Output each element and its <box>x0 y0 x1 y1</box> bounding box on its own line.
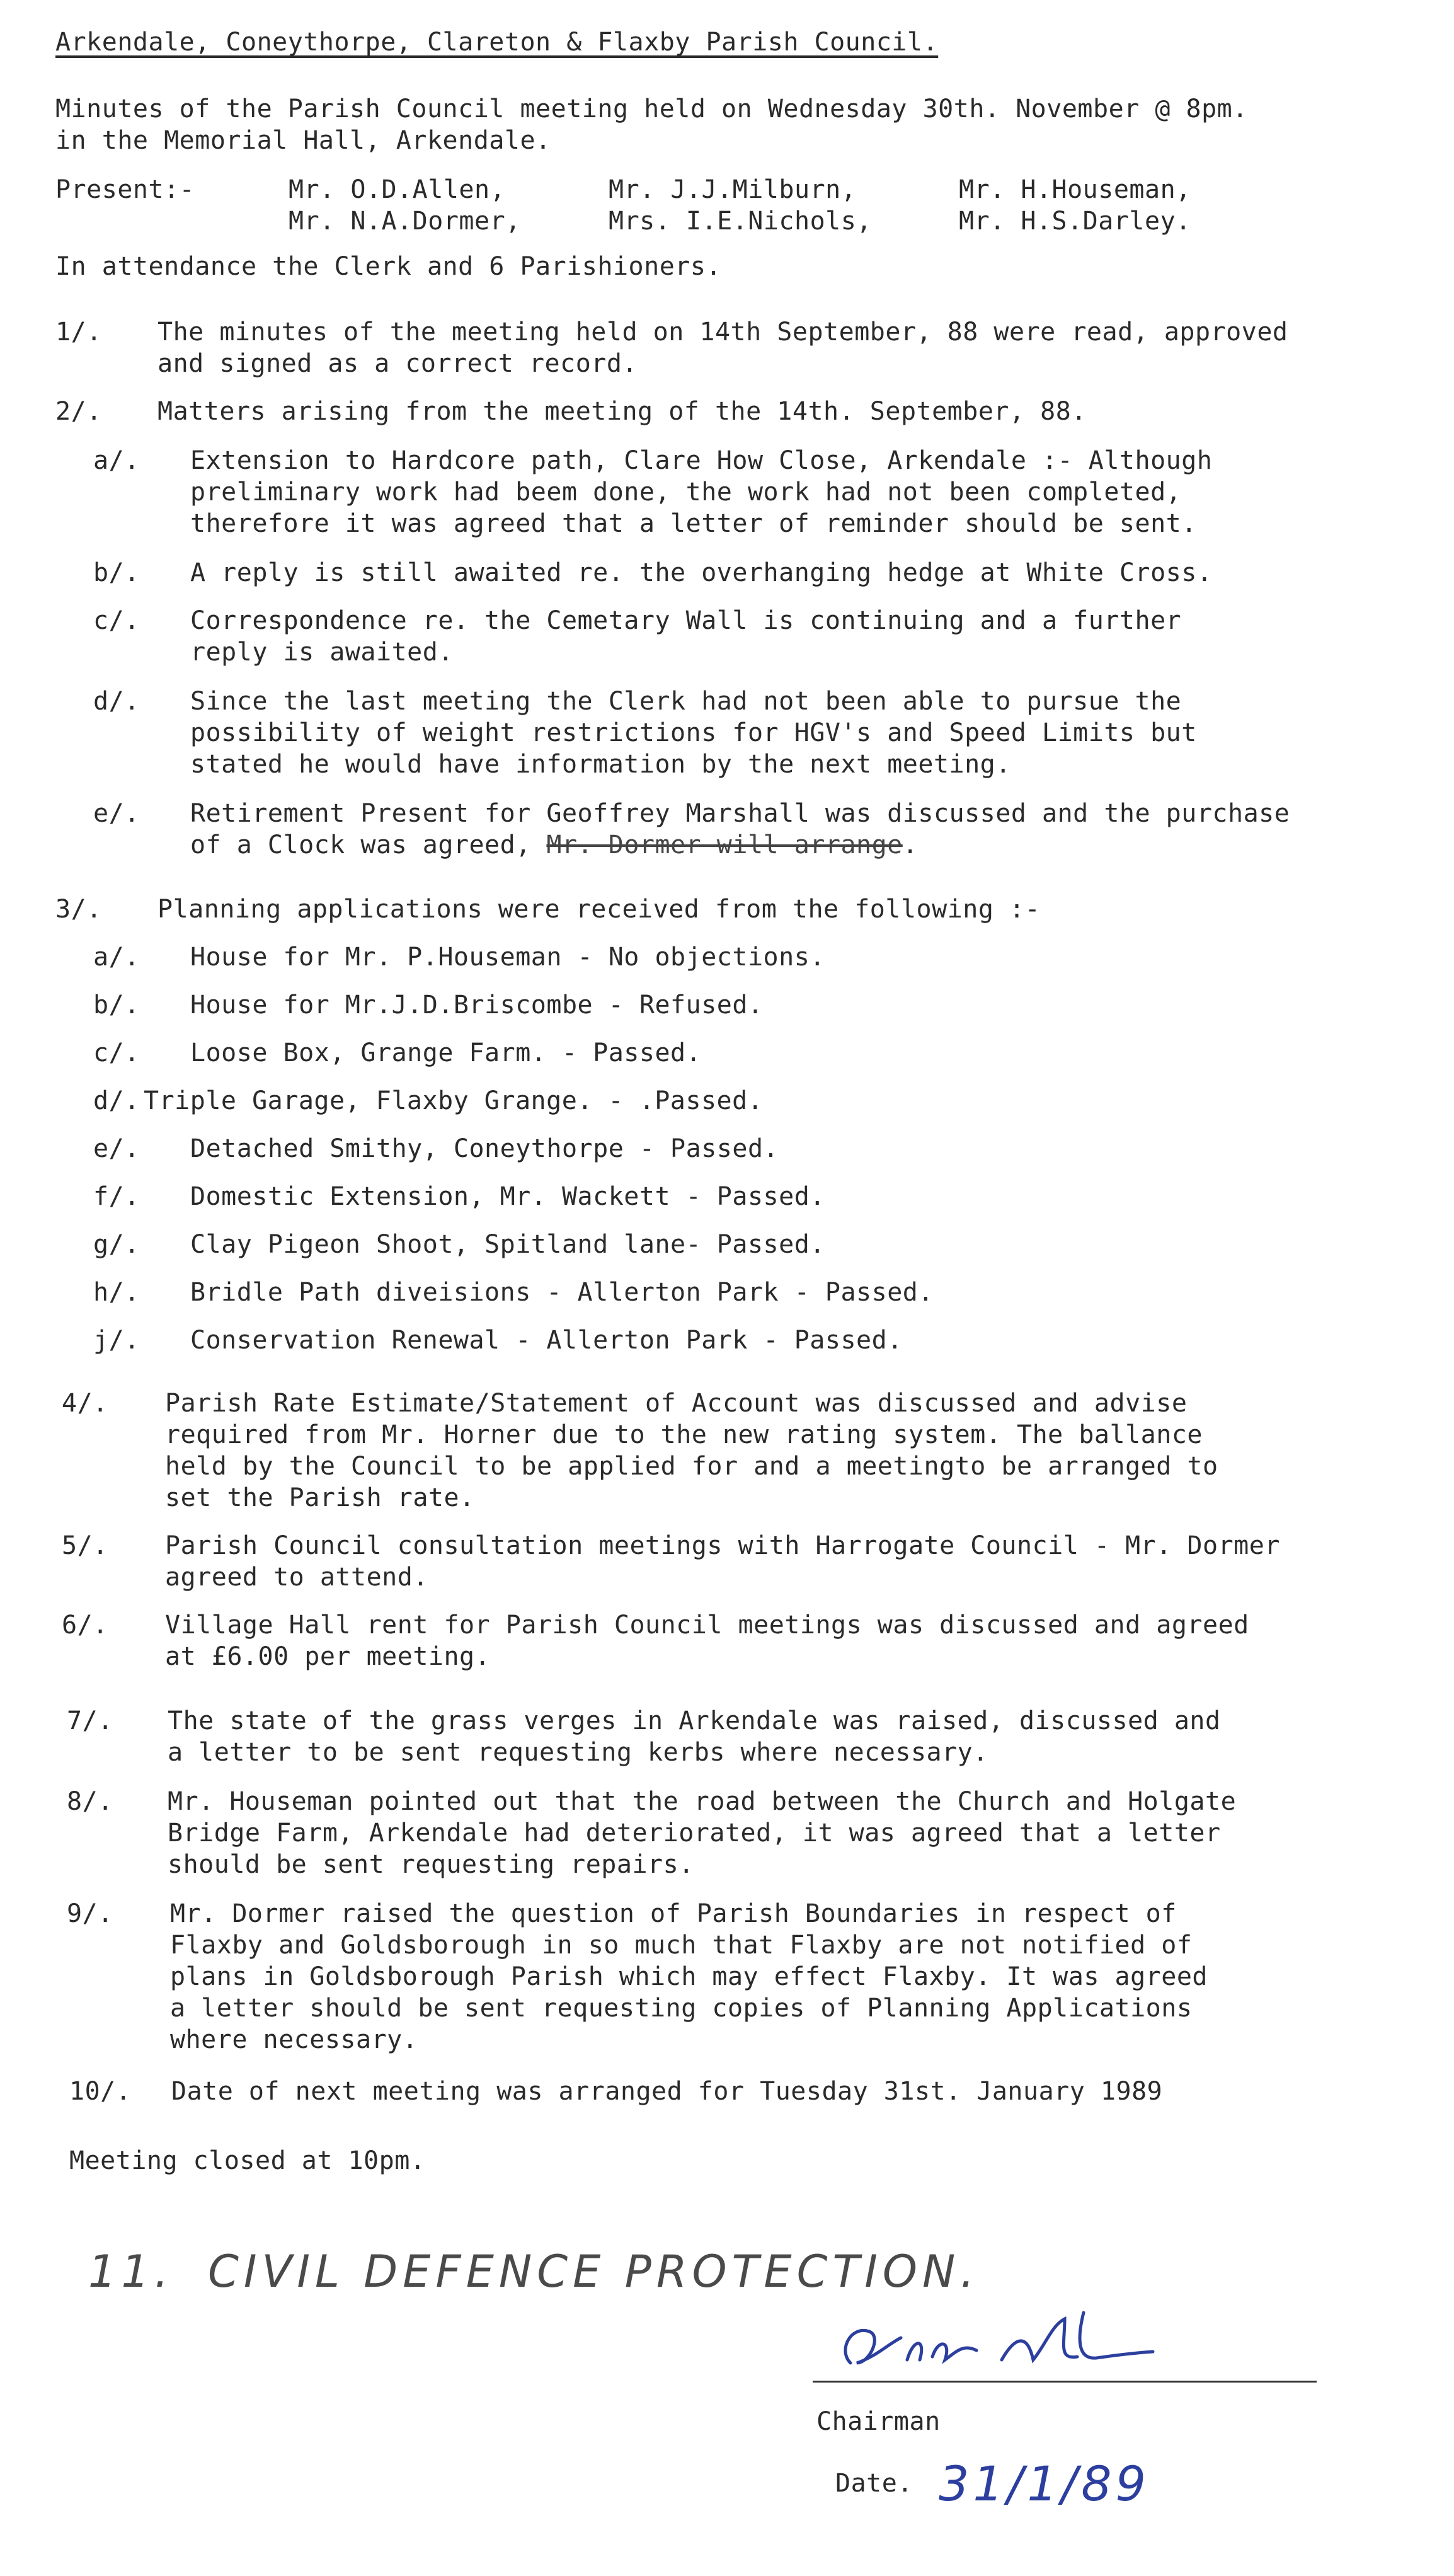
planning-application: Clay Pigeon Shoot, Spitland lane- Passed. <box>190 1230 825 1259</box>
attendance-line: In attendance the Clerk and 6 Parishioners. <box>55 252 722 281</box>
item-4-text: Parish Rate Estimate/Statement of Account was discussed and advise <box>165 1389 1188 1418</box>
item-2-text: Matters arising from the meeting of the 14th. September, 88. <box>157 397 1087 426</box>
struck-through-text: Mr. Dormer will arrange <box>546 831 903 860</box>
item-number: 5/. <box>62 1531 108 1560</box>
item-number: 6/. <box>62 1611 108 1640</box>
planning-letter: a/. <box>93 943 140 972</box>
chairman-signature <box>825 2300 1203 2382</box>
planning-letter: b/. <box>93 991 140 1020</box>
item-9-text: plans in Goldsborough Parish which may effect Flaxby. It was agreed <box>170 1962 1208 1991</box>
handwritten-item-text: CIVIL DEFENCE PROTECTION. <box>208 2246 980 2297</box>
item-9-text: where necessary. <box>170 2025 418 2054</box>
planning-letter: g/. <box>93 1230 140 1259</box>
planning-letter: j/. <box>93 1326 140 1355</box>
item-number: 9/. <box>67 1899 113 1928</box>
item-8-text: Bridge Farm, Arkendale had deteriorated, it was agreed that a letter <box>168 1819 1221 1848</box>
item-9-text: Mr. Dormer raised the question of Parish Boundaries in respect of <box>170 1899 1177 1928</box>
item-number: 2/. <box>55 397 102 426</box>
planning-letter: d/. <box>93 1086 140 1115</box>
item-7-text: The state of the grass verges in Arkendale was raised, discussed and <box>168 1706 1221 1735</box>
item-2d-text: Since the last meeting the Clerk had not been able to pursue the <box>190 687 1182 716</box>
planning-letter: e/. <box>93 1134 140 1163</box>
subitem-letter: c/. <box>93 606 140 635</box>
item-4-text: set the Parish rate. <box>165 1483 475 1512</box>
subitem-letter: e/. <box>93 799 140 828</box>
chairman-label: Chairman <box>816 2407 941 2436</box>
item-2d-text: stated he would have information by the next meeting. <box>190 750 1011 779</box>
item-4-text: held by the Council to be applied for and a meetingto be arranged to <box>165 1452 1218 1481</box>
planning-application: Domestic Extension, Mr. Wackett - Passed. <box>190 1182 825 1211</box>
intro-line-1: Minutes of the Parish Council meeting held on Wednesday 30th. November @ 8pm. <box>55 95 1248 124</box>
present-label: Present:- <box>55 175 195 204</box>
item-number: 1/. <box>55 318 102 347</box>
item-6-text: Village Hall rent for Parish Council meetings was discussed and agreed <box>165 1611 1249 1640</box>
item-2e-text <box>190 829 918 861</box>
subitem-letter: b/. <box>93 558 140 587</box>
present-name: Mr. H.Houseman, <box>959 175 1191 204</box>
item-2e-period: . <box>902 831 919 860</box>
planning-letter: f/. <box>93 1182 140 1211</box>
meeting-closed: Meeting closed at 10pm. <box>69 2146 426 2175</box>
signature-line <box>813 2381 1317 2383</box>
item-2e-text-part: of a Clock was agreed, <box>190 831 531 860</box>
item-8-text: Mr. Houseman pointed out that the road between the Church and Holgate <box>168 1787 1237 1816</box>
planning-letter: c/. <box>93 1038 140 1067</box>
item-2a-text: preliminary work had beem done, the work had not been completed, <box>190 478 1182 507</box>
item-8-text: should be sent requesting repairs. <box>168 1850 694 1879</box>
item-5-text: agreed to attend. <box>165 1563 428 1592</box>
item-2d-text: possibility of weight restrictions for HGV's and Speed Limits but <box>190 718 1197 747</box>
item-9-text: Flaxby and Goldsborough in so much that Flaxby are not notified of <box>170 1931 1193 1960</box>
planning-application: Loose Box, Grange Farm. - Passed. <box>190 1038 702 1067</box>
item-5-text: Parish Council consultation meetings with Harrogate Council - Mr. Dormer <box>165 1531 1280 1560</box>
item-2c-text: reply is awaited. <box>190 638 454 667</box>
item-number: 10/. <box>69 2077 132 2106</box>
present-name: Mr. J.J.Milburn, <box>609 175 857 204</box>
planning-letter: h/. <box>93 1278 140 1307</box>
council-title: Arkendale, Coneythorpe, Clareton & Flaxby Parish Council. <box>55 28 939 57</box>
subitem-letter: d/. <box>93 687 140 716</box>
subitem-letter: a/. <box>93 446 140 475</box>
item-1-text: The minutes of the meeting held on 14th September, 88 were read, approved <box>157 318 1288 347</box>
item-number: 3/. <box>55 895 102 924</box>
planning-application: Conservation Renewal - Allerton Park - Passed. <box>190 1326 903 1355</box>
planning-application: House for Mr.J.D.Briscombe - Refused. <box>190 991 764 1020</box>
item-9-text: a letter should be sent requesting copies of Planning Applications <box>170 1994 1193 2023</box>
handwritten-item-number: 11. <box>88 2246 174 2297</box>
planning-application: Bridle Path diveisions - Allerton Park - Passed. <box>190 1278 934 1307</box>
item-number: 7/. <box>67 1706 113 1735</box>
present-name: Mr. O.D.Allen, <box>289 175 506 204</box>
date-label: Date. <box>835 2469 913 2498</box>
item-4-text: required from Mr. Horner due to the new rating system. The ballance <box>165 1420 1203 1449</box>
item-1-text: and signed as a correct record. <box>157 349 638 378</box>
present-name: Mr. N.A.Dormer, <box>289 207 521 236</box>
item-number: 4/. <box>62 1389 108 1418</box>
present-name: Mr. H.S.Darley. <box>959 207 1191 236</box>
item-3-text: Planning applications were received from the following :- <box>157 895 1041 924</box>
present-name: Mrs. I.E.Nichols, <box>609 207 872 236</box>
intro-line-2: in the Memorial Hall, Arkendale. <box>55 126 551 155</box>
handwritten-date: 31/1/89 <box>939 2456 1150 2512</box>
item-2c-text: Correspondence re. the Cemetary Wall is continuing and a further <box>190 606 1182 635</box>
item-number: 8/. <box>67 1787 113 1816</box>
item-2b-text: A reply is still awaited re. the overhanging hedge at White Cross. <box>190 558 1213 587</box>
item-2e-text: Retirement Present for Geoffrey Marshall was discussed and the purchase <box>190 799 1290 828</box>
item-6-text: at £6.00 per meeting. <box>165 1642 491 1671</box>
planning-application: Detached Smithy, Coneythorpe - Passed. <box>190 1134 779 1163</box>
item-10-text: Date of next meeting was arranged for Tuesday 31st. January 1989 <box>171 2077 1163 2106</box>
item-2a-text: therefore it was agreed that a letter of reminder should be sent. <box>190 509 1197 538</box>
item-2a-text: Extension to Hardcore path, Clare How Close, Arkendale :- Although <box>190 446 1213 475</box>
planning-application: House for Mr. P.Houseman - No objections. <box>190 943 825 972</box>
planning-application: Triple Garage, Flaxby Grange. - .Passed. <box>144 1086 764 1115</box>
item-7-text: a letter to be sent requesting kerbs where necessary. <box>168 1738 988 1767</box>
